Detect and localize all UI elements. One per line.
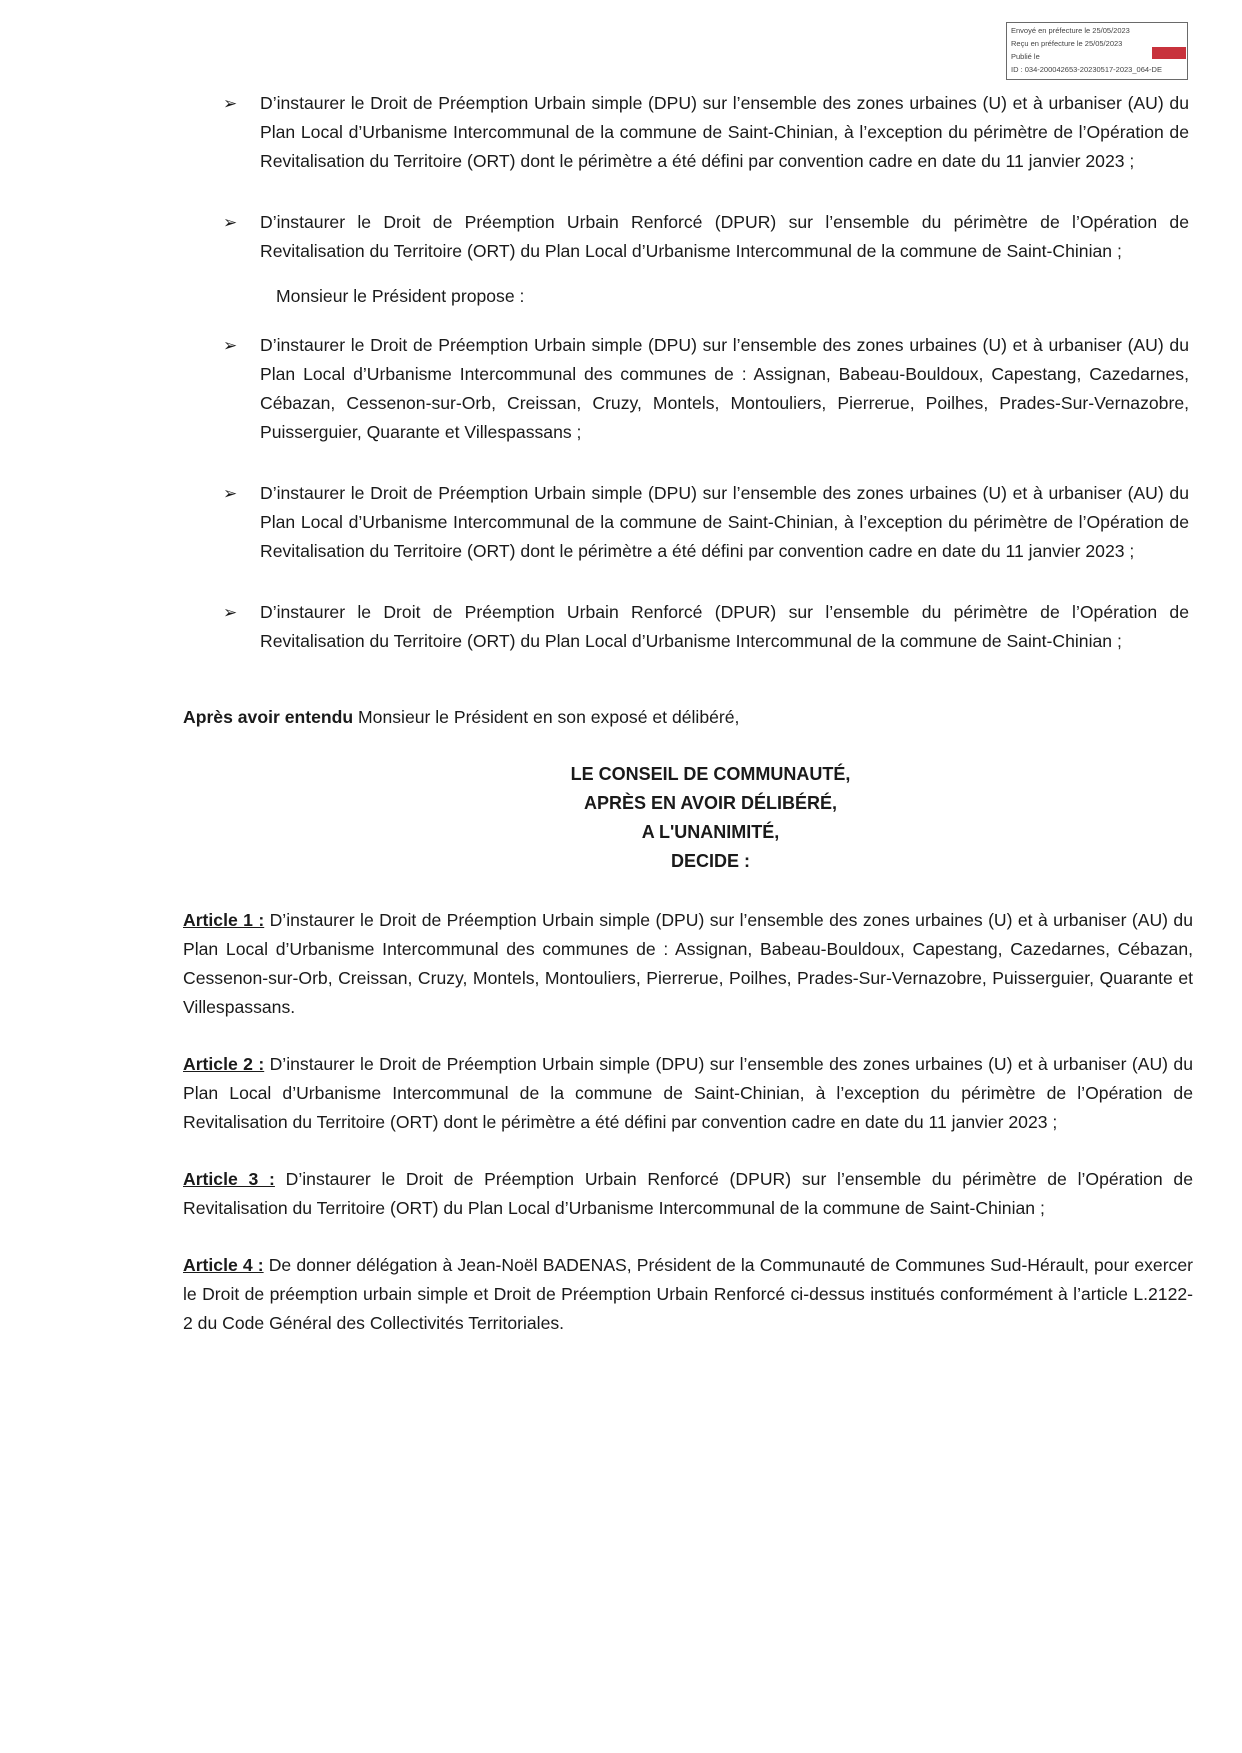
article-text: De donner délégation à Jean-Noël BADENAS, Président de la Communauté de Communes Sud-Hérault, pour exercer le Droit de préemption urbain simple et Droit de Préemption Urbain Renforcé ci-dessus institués conformément à l’article L.2122-2 du Code Général des Collectivités Territoriales. xyxy=(183,1255,1193,1333)
decision-line: LE CONSEIL DE COMMUNAUTÉ, xyxy=(570,764,851,784)
arrow-bullet-icon: ➢ xyxy=(223,336,238,355)
stamp-id: ID : 034-200042653-20230517-2023_064-DE xyxy=(1011,65,1162,74)
bullet-item xyxy=(183,479,1189,566)
intro-rest: Monsieur le Président en son exposé et délibéré, xyxy=(353,707,740,727)
arrow-bullet-icon: ➢ xyxy=(223,94,238,113)
intro-bold: Après avoir entendu xyxy=(183,707,354,727)
decision-line: DECIDE : xyxy=(670,851,750,871)
stamp-logo xyxy=(1152,47,1186,59)
article-text: D’instaurer le Droit de Préemption Urbain simple (DPU) sur l’ensemble des zones urbaines (U) et à urbaniser (AU) du Plan Local d’Urbanisme Intercommunal de la commune de Saint-Chinian, à l’exception du périmètre de l’Opération de Revitalisation du Territoire (ORT) dont le périmètre a été défini par convention cadre en date du 11 janvier 2023 ; xyxy=(183,1054,1193,1132)
article-label: Article 4 : xyxy=(183,1255,264,1275)
stamp-received-date: Reçu en préfecture le 25/05/2023 xyxy=(1011,39,1123,48)
article-label: Article 1 : xyxy=(183,910,265,930)
deliberation-intro xyxy=(183,703,1193,732)
bullet-text: D’instaurer le Droit de Préemption Urbain Renforcé (DPUR) sur l’ensemble du périmètre de l’Opération de Revitalisation du Territoire (ORT) du Plan Local d’Urbanisme Intercommunal de la commune de Saint-Chinian ; xyxy=(260,212,1189,261)
bullet-text: D’instaurer le Droit de Préemption Urbain simple (DPU) sur l’ensemble des zones urbaines (U) et à urbaniser (AU) du Plan Local d’Urbanisme Intercommunal de la commune de Saint-Chinian, à l’exception du périmètre de l’Opération de Revitalisation du Territoire (ORT) dont le périmètre a été défini par convention cadre en date du 11 janvier 2023 ; xyxy=(260,483,1189,561)
article-4 xyxy=(183,1251,1193,1338)
article-text: D’instaurer le Droit de Préemption Urbain simple (DPU) sur l’ensemble des zones urbaines (U) et à urbaniser (AU) du Plan Local d’Urbanisme Intercommunal des communes de : Assignan, Babeau-Bouldoux, Capestang, Cazedarnes, Cébazan, Cessenon-sur-Orb, Creissan, Cruzy, Montels, Montouliers, Pierrerue, Poilhes, Prades-Sur-Vernazobre, Puisserguier, Quarante et Villespassans. xyxy=(183,910,1193,1017)
prefecture-stamp xyxy=(1006,22,1188,80)
decision-line: APRÈS EN AVOIR DÉLIBÉRÉ, xyxy=(583,793,838,813)
president-proposal-label: Monsieur le Président propose : xyxy=(276,286,525,306)
arrow-bullet-icon: ➢ xyxy=(223,213,238,232)
article-2 xyxy=(183,1050,1193,1137)
article-text: D’instaurer le Droit de Préemption Urbain Renforcé (DPUR) sur l’ensemble du périmètre de l’Opération de Revitalisation du Territoire (ORT) du Plan Local d’Urbanisme Intercommunal de la commune de Saint-Chinian ; xyxy=(183,1169,1193,1218)
bullet-text: D’instaurer le Droit de Préemption Urbain Renforcé (DPUR) sur l’ensemble du périmètre de l’Opération de Revitalisation du Territoire (ORT) du Plan Local d’Urbanisme Intercommunal de la commune de Saint-Chinian ; xyxy=(260,602,1189,651)
bullet-item xyxy=(183,89,1189,176)
stamp-published: Publié le xyxy=(1011,52,1040,61)
arrow-bullet-icon: ➢ xyxy=(223,484,238,503)
arrow-bullet-icon: ➢ xyxy=(223,603,238,622)
bullet-text: D’instaurer le Droit de Préemption Urbain simple (DPU) sur l’ensemble des zones urbaines (U) et à urbaniser (AU) du Plan Local d’Urbanisme Intercommunal de la commune de Saint-Chinian, à l’exception du périmètre de l’Opération de Revitalisation du Territoire (ORT) dont le périmètre a été défini par convention cadre en date du 11 janvier 2023 ; xyxy=(260,93,1189,171)
council-decision-heading xyxy=(228,760,1193,876)
bullet-item xyxy=(183,331,1189,447)
bullet-item xyxy=(183,208,1189,266)
document-body xyxy=(183,89,1193,1338)
bullet-text: D’instaurer le Droit de Préemption Urbain simple (DPU) sur l’ensemble des zones urbaines (U) et à urbaniser (AU) du Plan Local d’Urbanisme Intercommunal des communes de : Assignan, Babeau-Bouldoux, Capestang, Cazedarnes, Cébazan, Cessenon-sur-Orb, Creissan, Cruzy, Montels, Montouliers, Pierrerue, Poilhes, Prades-Sur-Vernazobre, Puisserguier, Quarante et Villespassans ; xyxy=(260,335,1189,442)
article-label: Article 2 : xyxy=(183,1054,265,1074)
article-label: Article 3 : xyxy=(183,1169,275,1189)
bullet-item xyxy=(183,598,1189,656)
stamp-sent-date: Envoyé en préfecture le 25/05/2023 xyxy=(1011,26,1130,35)
decision-line: A L'UNANIMITÉ, xyxy=(641,822,780,842)
article-3 xyxy=(183,1165,1193,1223)
article-1 xyxy=(183,906,1193,1022)
